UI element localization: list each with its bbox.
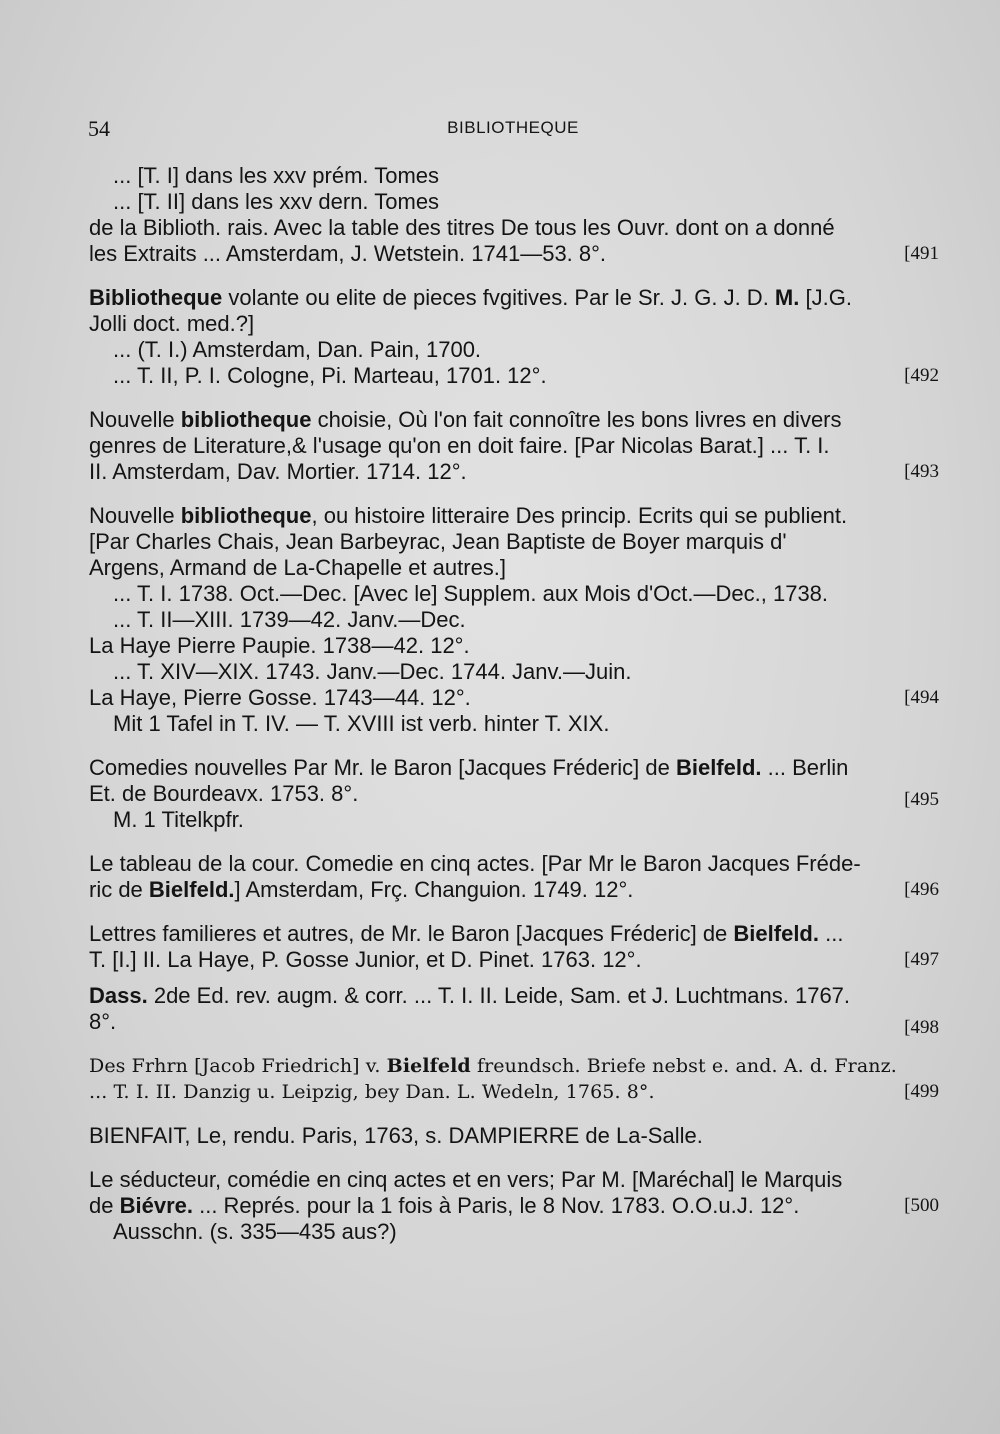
- entry-line: de la Biblioth. rais. Avec la table des titres De tous les Ouvr. dont on a donné: [89, 215, 835, 240]
- entry-note: Ausschn. (s. 335—435 aus?): [113, 1219, 397, 1244]
- catalog-entry-500: [89, 1167, 939, 1245]
- entry-line: 8°.: [89, 1009, 117, 1034]
- entry-note: M. 1 Titelkpfr.: [113, 807, 244, 832]
- entry-line: BIENFAIT, Le, rendu. Paris, 1763, s. DAMPIERRE de La-Salle.: [89, 1123, 703, 1148]
- page-number: 54: [88, 116, 110, 141]
- entry-line: La Haye, Pierre Gosse. 1743—44. 12°.: [89, 685, 471, 710]
- entry-line: les Extraits ... Amsterdam, J. Wetstein. 1741—53. 8°.: [89, 241, 607, 266]
- catalog-entry-493: [89, 407, 939, 485]
- entry-line: T. [I.] II. La Haye, P. Gosse Junior, et D. Pinet. 1763. 12°.: [89, 947, 642, 972]
- entry-line: ... T. I. II. Danzig u. Leipzig, bey Dan. L. Wedeln, 1765. 8°.: [89, 1081, 655, 1103]
- entry-line: Nouvelle bibliotheque choisie, Où l'on fait connoître les bons livres en divers: [89, 407, 842, 432]
- entry-line: Bibliotheque volante ou elite de pieces fvgitives. Par le Sr. J. G. J. D. M. [J.G.: [89, 285, 852, 310]
- entry-line: Comedies nouvelles Par Mr. le Baron [Jacques Fréderic] de Bielfeld. ... Berlin: [89, 755, 849, 780]
- entry-line: genres de Literature,& l'usage qu'on en doit faire. [Par Nicolas Barat.] ... T. I.: [89, 433, 830, 458]
- catalog-entry-495: [89, 755, 939, 833]
- entry-line: de Biévre. ... Représ. pour la 1 fois à Paris, le 8 Nov. 1783. O.O.u.J. 12°.: [89, 1193, 800, 1218]
- page-header: [88, 116, 938, 144]
- entry-line: Et. de Bourdeavx. 1753. 8°.: [89, 781, 359, 806]
- catalog-entry-cross-reference: [89, 1123, 939, 1149]
- entry-line: ... T. II, P. I. Cologne, Pi. Marteau, 1701. 12°.: [113, 363, 547, 388]
- entry-line: ... [T. II] dans les xxv dern. Tomes: [113, 189, 440, 214]
- entry-line: [Par Charles Chais, Jean Barbeyrac, Jean Baptiste de Boyer marquis d': [89, 529, 787, 554]
- catalog-entry-497: [89, 921, 939, 973]
- catalog-entry-492: [89, 285, 939, 389]
- entry-line: ... T. XIV—XIX. 1743. Janv.—Dec. 1744. Janv.—Juin.: [113, 659, 632, 684]
- catalog-entry-491: [89, 163, 939, 267]
- catalog-entry-498: [89, 983, 939, 1038]
- entry-line: Le séducteur, comédie en cinq actes et en vers; Par M. [Maréchal] le Marquis: [89, 1167, 843, 1192]
- entry-line: Des Frhrn [Jacob Friedrich] v. Bielfeld freundsch. Briefe nebst e. and. A. d. Franz.: [89, 1055, 897, 1077]
- entry-line: ric de Bielfeld.] Amsterdam, Frç. Changuion. 1749. 12°.: [89, 877, 634, 902]
- catalog-entries: [89, 163, 939, 1263]
- entry-line: Jolli doct. med.?]: [89, 311, 255, 336]
- entry-line: Dass. 2de Ed. rev. augm. & corr. ... T. I. II. Leide, Sam. et J. Luchtmans. 1767.: [89, 983, 851, 1008]
- entry-number: [499: [904, 1081, 939, 1102]
- entry-number: [494: [904, 687, 939, 708]
- entry-line: Nouvelle bibliotheque, ou histoire litteraire Des princip. Ecrits qui se publient.: [89, 503, 848, 528]
- entry-number: [492: [904, 365, 939, 386]
- catalog-entry-496: [89, 851, 939, 903]
- entry-line: II. Amsterdam, Dav. Mortier. 1714. 12°.: [89, 459, 467, 484]
- entry-line: ... T. II—XIII. 1739—42. Janv.—Dec.: [113, 607, 466, 632]
- entry-line: Le tableau de la cour. Comedie en cinq actes. [Par Mr le Baron Jacques Fréde-: [89, 851, 861, 876]
- catalog-entry-494: [89, 503, 939, 737]
- entry-number: [491: [904, 243, 939, 264]
- entry-number: [498: [904, 1017, 939, 1038]
- entry-number: [496: [904, 879, 939, 900]
- entry-number: [493: [904, 461, 939, 482]
- entry-number: [497: [904, 949, 939, 970]
- entry-line: La Haye Pierre Paupie. 1738—42. 12°.: [89, 633, 470, 658]
- entry-number: [500: [904, 1195, 939, 1216]
- entry-line: ... (T. I.) Amsterdam, Dan. Pain, 1700.: [113, 337, 482, 362]
- entry-line: ... [T. I] dans les xxv prém. Tomes: [113, 163, 440, 188]
- entry-line: Lettres familieres et autres, de Mr. le Baron [Jacques Fréderic] de Bielfeld. ...: [89, 921, 844, 946]
- catalog-entry-499: [89, 1053, 939, 1105]
- entry-note: Mit 1 Tafel in T. IV. — T. XVIII ist verb. hinter T. XIX.: [113, 711, 610, 736]
- running-title: BIBLIOTHEQUE: [447, 118, 579, 137]
- entry-number: [495: [904, 789, 939, 810]
- entry-line: ... T. I. 1738. Oct.—Dec. [Avec le] Supplem. aux Mois d'Oct.—Dec., 1738.: [113, 581, 829, 606]
- entry-line: Argens, Armand de La-Chapelle et autres.]: [89, 555, 507, 580]
